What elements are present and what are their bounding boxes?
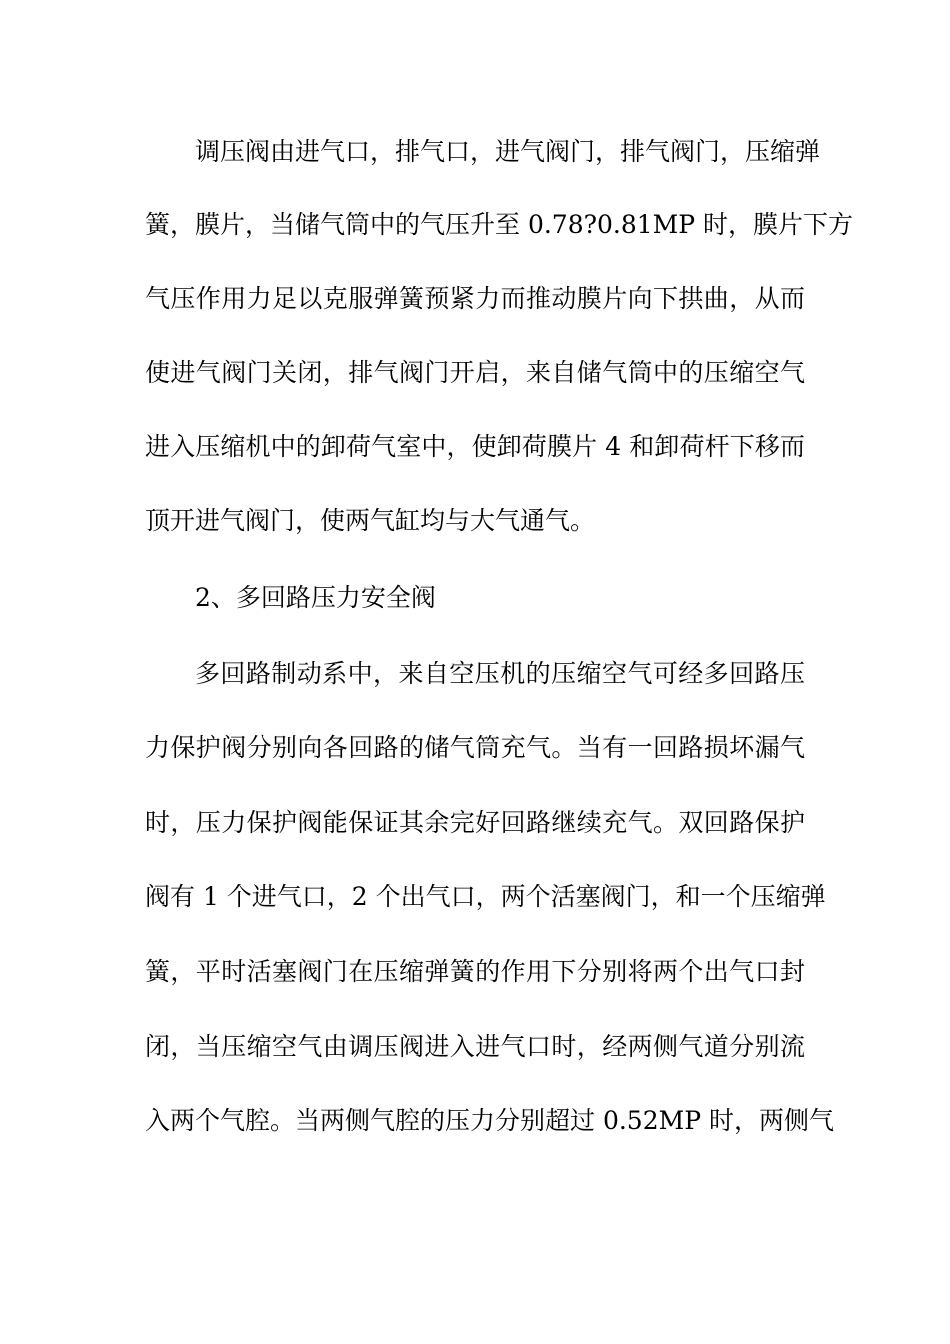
text-line: 入两个气腔。当两侧气腔的压力分别超过 0.52MP 时，两侧气 <box>145 1106 834 1135</box>
text-line: 簧，平时活塞阀门在压缩弹簧的作用下分别将两个出气口封 <box>145 957 805 986</box>
text-line: 阀有 1 个进气口，2 个出气口，两个活塞阀门，和一个压缩弹 <box>145 882 826 911</box>
text-line: 顶开进气阀门，使两气缸均与大气通气。 <box>145 506 596 535</box>
text-line: 使进气阀门关闭，排气阀门开启，来自储气筒中的压缩空气 <box>145 358 805 387</box>
text-line: 闭，当压缩空气由调压阀进入进气口时，经两侧气道分别流 <box>145 1032 805 1061</box>
text-line: 气压作用力足以克服弹簧预紧力而推动膜片向下拱曲，从而 <box>145 284 805 313</box>
section-heading: 2、多回路压力安全阀 <box>195 583 436 612</box>
text-line: 进入压缩机中的卸荷气室中，使卸荷膜片 4 和卸荷杆下移而 <box>145 432 805 461</box>
text-line: 力保护阀分别向各回路的储气筒充气。当有一回路损坏漏气 <box>145 733 805 762</box>
text-line: 调压阀由进气口，排气口，进气阀门，排气阀门，压缩弹 <box>195 137 821 166</box>
text-line: 时，压力保护阀能保证其余完好回路继续充气。双回路保护 <box>145 808 805 837</box>
text-line: 多回路制动系中，来自空压机的压缩空气可经多回路压 <box>195 659 805 688</box>
text-line: 簧，膜片，当储气筒中的气压升至 0.78?0.81MP 时，膜片下方 <box>145 210 854 239</box>
